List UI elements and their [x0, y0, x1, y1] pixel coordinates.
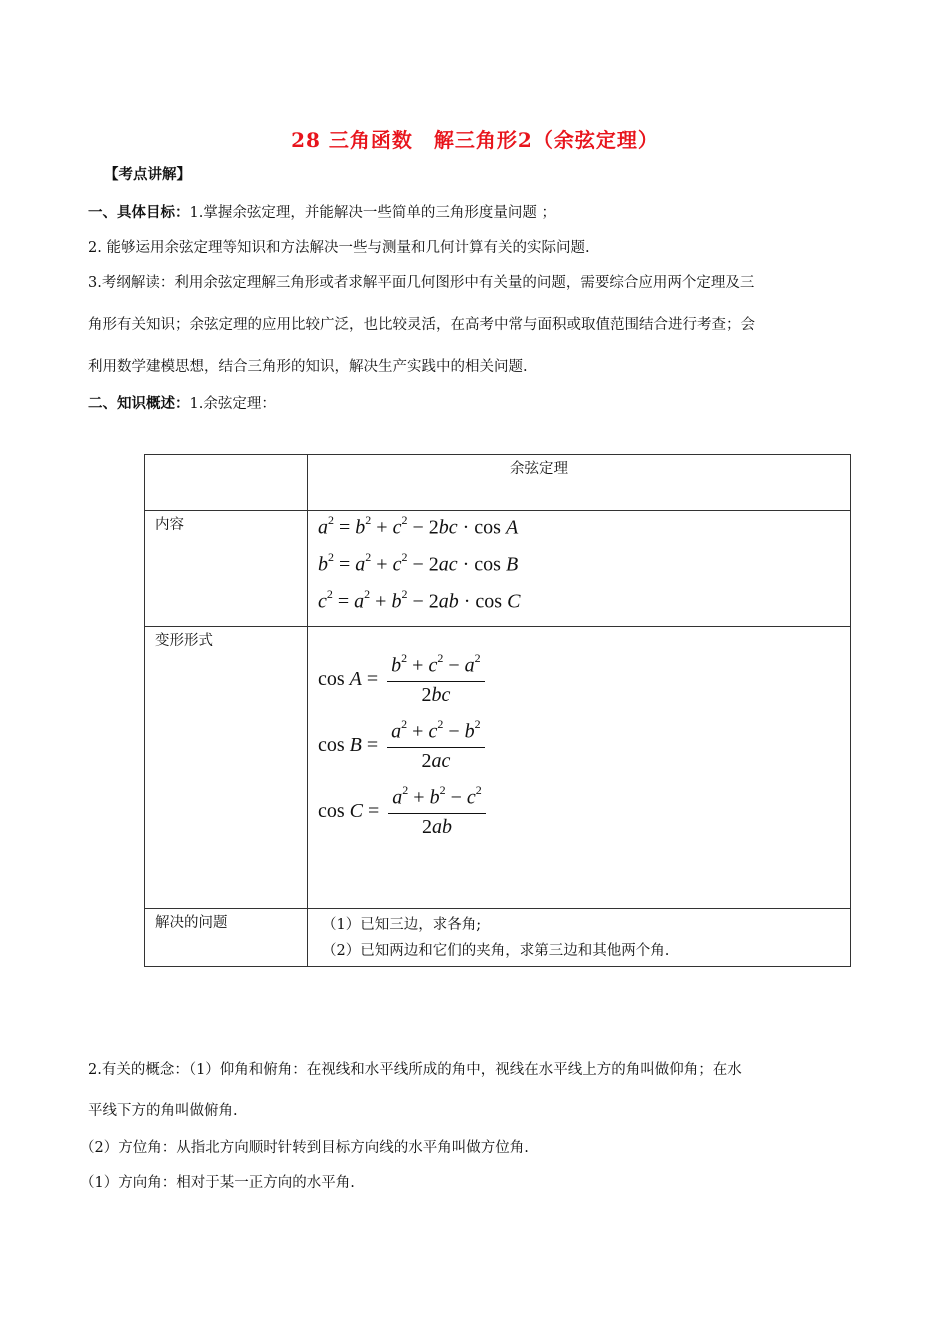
- goal-line-2: 2. 能够运用余弦定理等知识和方法解决一些与测量和几何计算有关的实际问题.: [88, 240, 590, 256]
- exam-line-1: 3.考纲解读：利用余弦定理解三角形或者求解平面几何图形中有关量的问题，需要综合应用两个定理及三: [88, 275, 755, 291]
- goal-text: 1.掌握余弦定理，并能解决一些简单的三角形度量问题 ；: [189, 205, 556, 221]
- formula-c-squared: $c^2 = a^2 + b^2 - 2ab \cdot \cos C$: [318, 587, 521, 613]
- row-problems-label: 解决的问题: [145, 909, 308, 967]
- exam-line-3: 利用数学建模思想，结合三角形的知识，解决生产实践中的相关问题.: [88, 359, 528, 375]
- overview-label: 二、知识概述：: [88, 395, 190, 412]
- law-of-cosines-table: [144, 454, 851, 967]
- problem-item-2: （2）已知两边和它们的夹角，求第三边和其他两个角.: [322, 943, 670, 959]
- section-header: 【考点讲解】: [104, 166, 191, 183]
- formula-b-squared: $b^2 = a^2 + c^2 - 2ac \cdot \cos B$: [318, 550, 519, 576]
- row-problems-content: [308, 909, 851, 967]
- overview-line: [88, 392, 276, 413]
- table-corner-cell: [145, 455, 308, 511]
- row-variant-formulas: [308, 627, 851, 909]
- formula-cos-a: cos A = $\frac{b^2 + c^2 - a^2}{2bc}$: [318, 653, 485, 707]
- concept-line-1: 2.有关的概念：（1）仰角和俯角：在视线和水平线所成的角中，视线在水平线上方的角叫做仰角；在水: [88, 1062, 742, 1078]
- formula-cos-b: cos B = $\frac{a^2 + c^2 - b^2}{2ac}$: [318, 719, 485, 773]
- row-variant-label: 变形形式: [145, 627, 308, 909]
- row-content-label: 内容: [145, 511, 308, 627]
- goal-line-1: [88, 201, 556, 222]
- page-title: 28 三角函数 解三角形2（余弦定理）: [291, 128, 659, 152]
- formula-cos-c: cos C = $\frac{a^2 + b^2 - c^2}{2ab}$: [318, 785, 486, 839]
- concept-line-4: （1）方向角：相对于某一正方向的水平角.: [80, 1175, 355, 1191]
- goal-label: 一、具体目标：: [88, 204, 190, 221]
- problem-item-1: （1）已知三边，求各角;: [322, 917, 482, 933]
- formula-a-squared: $a^2 = b^2 + c^2 - 2bc \cdot \cos A$: [318, 513, 519, 539]
- concept-line-3: （2）方位角：从指北方向顺时针转到目标方向线的水平角叫做方位角.: [80, 1140, 529, 1156]
- table-header: [308, 455, 851, 511]
- row-content-formulas: [308, 511, 851, 627]
- exam-line-2: 角形有关知识；余弦定理的应用比较广泛，也比较灵活，在高考中常与面积或取值范围结合进行考查；会: [88, 317, 755, 333]
- overview-text: 1.余弦定理：: [189, 396, 276, 412]
- table-header-text: 余弦定理: [510, 461, 568, 477]
- concept-line-2: 平线下方的角叫做俯角.: [88, 1103, 238, 1119]
